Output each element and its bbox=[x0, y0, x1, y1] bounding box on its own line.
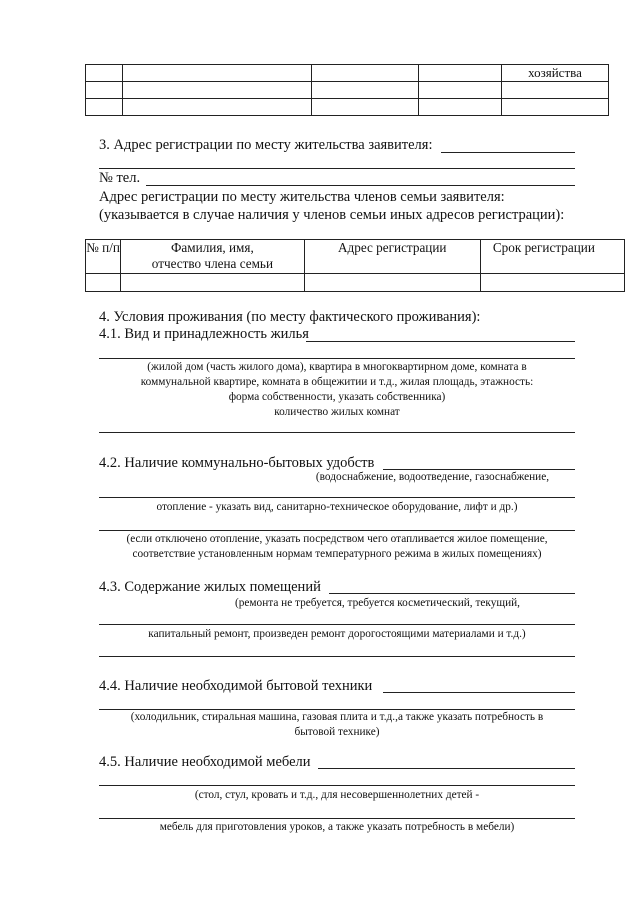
col-name-header-text: Фамилия, имя, отчество члена семьи bbox=[151, 240, 273, 271]
utilities-field-line3[interactable] bbox=[99, 530, 575, 531]
utilities-field-line2[interactable] bbox=[99, 497, 575, 498]
section4-heading: 4. Условия проживания (по месту фактического проживания): bbox=[99, 309, 481, 325]
table-cell[interactable] bbox=[304, 274, 480, 292]
col-number-header: № п/п bbox=[86, 240, 121, 274]
table-cell[interactable] bbox=[480, 274, 624, 292]
housing-type-hint-3: форма собственности, указать собственника) bbox=[228, 391, 446, 403]
utilities-hint-4: соответствие установленным нормам температурного режима в жилых помещениях) bbox=[132, 548, 542, 560]
table-cell[interactable] bbox=[123, 82, 312, 99]
applicant-address-field-line2[interactable] bbox=[99, 168, 575, 169]
table-cell[interactable] bbox=[419, 99, 502, 116]
phone-field[interactable] bbox=[146, 185, 575, 186]
rooms-count-field[interactable] bbox=[99, 432, 575, 433]
members-table bbox=[85, 239, 625, 292]
table-cell[interactable] bbox=[86, 274, 121, 292]
furniture-hint-1: (стол, стул, кровать и т.д., для несовершеннолетних детей - bbox=[194, 789, 480, 801]
table-cell[interactable] bbox=[86, 82, 123, 99]
table-cell[interactable] bbox=[312, 99, 419, 116]
phone-label: № тел. bbox=[99, 170, 141, 186]
household-table bbox=[85, 64, 609, 116]
housing-type-field[interactable] bbox=[306, 341, 575, 342]
furniture-field-line3[interactable] bbox=[99, 818, 575, 819]
maintenance-hint-2: капитальный ремонт, произведен ремонт дорогостоящими материалами и т.д.) bbox=[148, 628, 526, 640]
members-address-heading: Адрес регистрации по месту жительства членов семьи заявителя: bbox=[99, 189, 505, 205]
table-cell[interactable] bbox=[312, 82, 419, 99]
furniture-label: 4.5. Наличие необходимой мебели bbox=[99, 754, 311, 770]
utilities-label: 4.2. Наличие коммунально-бытовых удобств bbox=[99, 455, 375, 471]
table-cell[interactable] bbox=[312, 65, 419, 82]
col-term-header-text: Срок регистрации bbox=[492, 240, 595, 255]
furniture-field[interactable] bbox=[318, 768, 575, 769]
housing-type-hint-1: (жилой дом (часть жилого дома), квартира в многоквартирном доме, комната в bbox=[147, 361, 527, 373]
applicant-address-field[interactable] bbox=[441, 152, 575, 153]
table-cell[interactable] bbox=[419, 82, 502, 99]
appliances-label: 4.4. Наличие необходимой бытовой техники bbox=[99, 678, 373, 694]
col-term-header bbox=[480, 240, 624, 274]
housing-type-label: 4.1. Вид и принадлежность жилья bbox=[99, 326, 309, 342]
utilities-hint-1: (водоснабжение, водоотведение, газоснабжение, bbox=[315, 471, 550, 483]
housing-type-hint-4: количество жилых комнат bbox=[274, 406, 400, 418]
maintenance-field-line2[interactable] bbox=[99, 624, 575, 625]
col-name-header bbox=[121, 240, 304, 274]
housing-type-hint-2: коммунальной квартире, комната в общежитии и т.д., жилая площадь, этажность: bbox=[140, 376, 534, 388]
appliances-hint-2: бытовой технике) bbox=[294, 726, 380, 738]
furniture-field-line2[interactable] bbox=[99, 785, 575, 786]
table-cell[interactable] bbox=[502, 82, 609, 99]
furniture-hint-2: мебель для приготовления уроков, а также указать потребность в мебели) bbox=[159, 821, 515, 833]
appliances-field[interactable] bbox=[383, 692, 575, 693]
utilities-hint-2: отопление - указать вид, санитарно-техническое оборудование, лифт и др.) bbox=[156, 501, 518, 513]
maintenance-hint-1: (ремонта не требуется, требуется косметический, текущий, bbox=[234, 597, 520, 609]
maintenance-field[interactable] bbox=[329, 593, 575, 594]
table-cell[interactable] bbox=[86, 65, 123, 82]
members-address-note: (указывается в случае наличия у членов семьи иных адресов регистрации): bbox=[99, 207, 565, 223]
table-cell[interactable] bbox=[123, 99, 312, 116]
appliances-hint-1: (холодильник, стиральная машина, газовая плита и т.д.,а также указать потребность в bbox=[130, 711, 544, 723]
section3-heading: 3. Адрес регистрации по месту жительства заявителя: bbox=[99, 137, 433, 153]
table-cell[interactable] bbox=[121, 274, 304, 292]
col-address-header: Адрес регистрации bbox=[304, 240, 480, 274]
table-cell[interactable] bbox=[419, 65, 502, 82]
table-cell[interactable] bbox=[123, 65, 312, 82]
table-cell[interactable] bbox=[502, 99, 609, 116]
utilities-hint-3: (если отключено отопление, указать посредством чего отапливается жилое помещение, bbox=[126, 533, 548, 545]
table-cell[interactable] bbox=[86, 99, 123, 116]
maintenance-field-line3[interactable] bbox=[99, 656, 575, 657]
table-header-cell: хозяйства bbox=[502, 65, 609, 82]
maintenance-label: 4.3. Содержание жилых помещений bbox=[99, 579, 321, 595]
housing-type-field-line2[interactable] bbox=[99, 358, 575, 359]
